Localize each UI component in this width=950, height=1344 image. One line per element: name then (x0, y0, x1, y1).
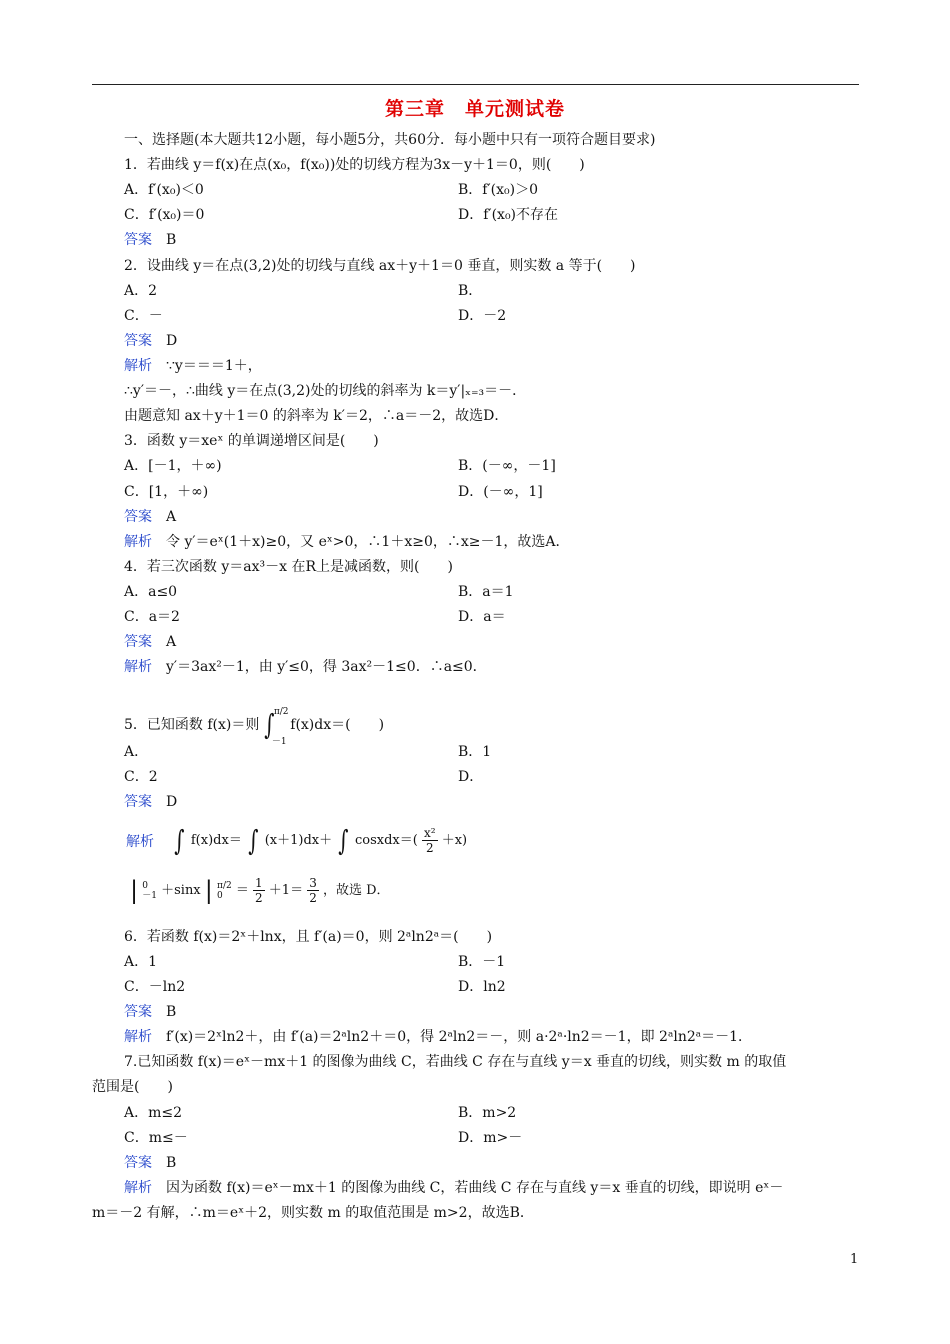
q5-option-d: D． (458, 769, 484, 785)
analysis-label: 解析 (126, 833, 154, 850)
q5-f2-tail: ，故选 D． (323, 883, 390, 898)
fraction (422, 826, 438, 855)
q3-option-b: B．(－∞，－1] (458, 458, 556, 474)
q5-f2-b: ＝ (235, 883, 249, 898)
denominator: 2 (309, 891, 317, 905)
denominator: 2 (255, 891, 263, 905)
q7-option-d: D．m>－ (458, 1130, 523, 1146)
q7-analysis-1 (124, 1179, 783, 1197)
q5-int-lower: －1 (271, 737, 287, 747)
q4-answer-value: A (166, 634, 177, 650)
q5-f2-a: ＋sinx (161, 883, 201, 898)
q5-option-b: B．1 (458, 744, 492, 760)
question-1-stem: 1．若曲线 y＝f(x)在点(x₀，f(x₀))处的切线方程为3x－y＋1＝0，则( ) (124, 157, 585, 173)
answer-label: 答案 (124, 333, 152, 349)
analysis-label: 解析 (124, 659, 152, 675)
answer-label: 答案 (124, 1155, 152, 1171)
section-heading: 一、选择题(本大题共12小题，每小题5分，共60分．每小题中只有一项符合题目要求) (124, 132, 656, 148)
q4-option-d: D．a＝ (458, 609, 506, 625)
q5-answer-value: D (166, 794, 178, 810)
q3-option-c: C．[1，＋∞) (124, 484, 209, 500)
analysis-label: 解析 (124, 358, 152, 374)
q2-option-d: D．－2 (458, 308, 507, 324)
numerator: x² (423, 826, 436, 840)
numerator: 3 (309, 876, 317, 890)
q2-option-a: A．2 (124, 283, 158, 299)
question-7-stem-1: 7.已知函数 f(x)＝eˣ－mx＋1 的图像为曲线 C，若曲线 C 存在与直线 y＝x 垂直的切线，则实数 m 的取值 (124, 1054, 787, 1070)
q3-option-d: D．(－∞，1] (458, 484, 543, 500)
q2-answer-value: D (166, 333, 178, 349)
q5-stem-tail: f(x)dx＝( ) (290, 717, 385, 733)
fraction (307, 876, 319, 905)
analysis-label: 解析 (124, 1180, 152, 1196)
q4-option-a: A．a≤0 (124, 584, 178, 600)
question-5-stem (124, 707, 385, 747)
answer-label: 答案 (124, 232, 152, 248)
numerator: 1 (255, 876, 263, 890)
q5-analysis-formula-2 (130, 876, 390, 905)
q3-analysis (124, 533, 570, 551)
q5-int-upper: π/2 (273, 707, 289, 717)
q7-option-b: B．m>2 (458, 1105, 517, 1121)
q5-stem-head: 5．已知函数 f(x)＝则 (124, 717, 260, 733)
q4-analysis (124, 658, 487, 676)
question-7-stem-2: 范围是( ) (92, 1079, 173, 1095)
question-2-stem: 2．设曲线 y＝在点(3,2)处的切线与直线 ax＋y＋1＝0 垂直，则实数 a 等于( ) (124, 258, 636, 274)
q4-option-c: C．a＝2 (124, 609, 180, 625)
integral-sign: ∫ (174, 823, 185, 857)
lower-limit: 0 (217, 890, 223, 901)
q7-answer (124, 1154, 176, 1172)
top-rule (92, 84, 859, 85)
q5-answer (124, 793, 177, 811)
analysis-label: 解析 (124, 534, 152, 550)
upper-limit: π/2 (217, 880, 232, 891)
page-title: 第三章 单元测试卷 (384, 98, 565, 120)
q5-analysis-formula-1 (126, 823, 468, 857)
q2-analysis-text-1: ∵y＝＝＝1＋， (166, 358, 262, 374)
q3-answer-value: A (166, 509, 177, 525)
q1-option-b: B．f′(x₀)＞0 (458, 182, 538, 198)
q6-option-d: D．ln2 (458, 979, 506, 995)
q6-analysis-text: f′(x)＝2ˣln2＋，由 f′(a)＝2ᵃln2＋＝0，得 2ᵃln2＝－，则 a·2ᵃ·ln2＝－1，即 2ᵃln2ᵃ＝－1． (166, 1029, 753, 1045)
answer-label: 答案 (124, 509, 152, 525)
q5-option-a: A． (124, 744, 149, 760)
q1-option-a: A．f′(x₀)＜0 (124, 182, 204, 198)
q2-option-b: B． (458, 283, 483, 299)
q6-option-c: C．－ln2 (124, 979, 186, 995)
q2-analysis-3: 由题意知 ax＋y＋1＝0 的斜率为 k′＝2，∴a＝－2，故选D． (124, 408, 509, 424)
q1-option-d: D．f′(x₀)不存在 (458, 207, 559, 223)
q3-analysis-text: 令 y′＝eˣ(1＋x)≥0，又 eˣ>0，∴1＋x≥0，∴x≥－1，故选A． (166, 534, 570, 550)
q4-analysis-text: y′＝3ax²－1，由 y′≤0，得 3ax²－1≤0．∴a≤0． (166, 659, 487, 675)
q5-f1-a: f(x)dx＝ (190, 833, 242, 848)
eval-limits (142, 881, 157, 901)
integral-sign: ∫ (248, 823, 259, 857)
question-3-stem: 3．函数 y＝xeˣ 的单调递增区间是( ) (124, 433, 379, 449)
q1-answer-value: B (166, 232, 177, 248)
q2-analysis-2: ∴y′＝－，∴曲线 y＝在点(3,2)处的切线的斜率为 k＝y′|ₓ₌₃＝－． (124, 383, 527, 399)
q5-option-c: C．2 (124, 769, 158, 785)
question-6-stem: 6．若函数 f(x)＝2ˣ＋lnx，且 f′(a)＝0，则 2ᵃln2ᵃ＝( ) (124, 929, 493, 945)
eval-bar: | (130, 876, 139, 905)
page-number: 1 (850, 1252, 859, 1267)
q2-option-c: C．－ (124, 308, 163, 324)
q3-answer (124, 508, 176, 526)
q1-answer (124, 231, 176, 249)
q6-option-b: B．－1 (458, 954, 506, 970)
q3-option-a: A．[－1，＋∞) (124, 458, 222, 474)
q1-option-c: C．f′(x₀)＝0 (124, 207, 205, 223)
question-4-stem: 4．若三次函数 y＝ax³－x 在R上是减函数，则( ) (124, 559, 453, 575)
q4-option-b: B．a＝1 (458, 584, 514, 600)
q7-analysis-text-1: 因为函数 f(x)＝eˣ－mx＋1 的图像为曲线 C，若曲线 C 存在与直线 y＝x 垂直的切线，即说明 eˣ－ (166, 1180, 784, 1196)
denominator: 2 (425, 841, 434, 855)
q7-answer-value: B (166, 1155, 177, 1171)
integral-sign: ∫ (338, 823, 349, 857)
upper-limit: 0 (142, 880, 148, 891)
q5-f1-c-tail: ＋x) (441, 833, 468, 848)
integral-sign: ∫ (264, 708, 275, 741)
q7-analysis-2: m＝－2 有解，∴m＝eˣ＋2，则实数 m 的取值范围是 m>2，故选B． (92, 1205, 534, 1221)
analysis-label: 解析 (124, 1029, 152, 1045)
q7-option-a: A．m≤2 (124, 1105, 183, 1121)
q4-answer (124, 633, 176, 651)
q7-option-c: C．m≤－ (124, 1130, 188, 1146)
answer-label: 答案 (124, 634, 152, 650)
fraction (253, 876, 265, 905)
q5-f1-c: cosxdx＝( (354, 833, 418, 848)
q5-f1-b: (x＋1)dx＋ (264, 833, 333, 848)
eval-limits (217, 881, 232, 901)
q2-answer (124, 332, 177, 350)
q6-answer (124, 1003, 176, 1021)
answer-label: 答案 (124, 1004, 152, 1020)
q2-analysis-1 (124, 357, 262, 375)
answer-label: 答案 (124, 794, 152, 810)
q6-analysis (124, 1028, 752, 1046)
q6-answer-value: B (166, 1004, 177, 1020)
eval-bar: | (204, 876, 213, 905)
q6-option-a: A．1 (124, 954, 158, 970)
lower-limit: －1 (142, 890, 157, 901)
q5-f2-mid: ＋1＝ (268, 883, 304, 898)
